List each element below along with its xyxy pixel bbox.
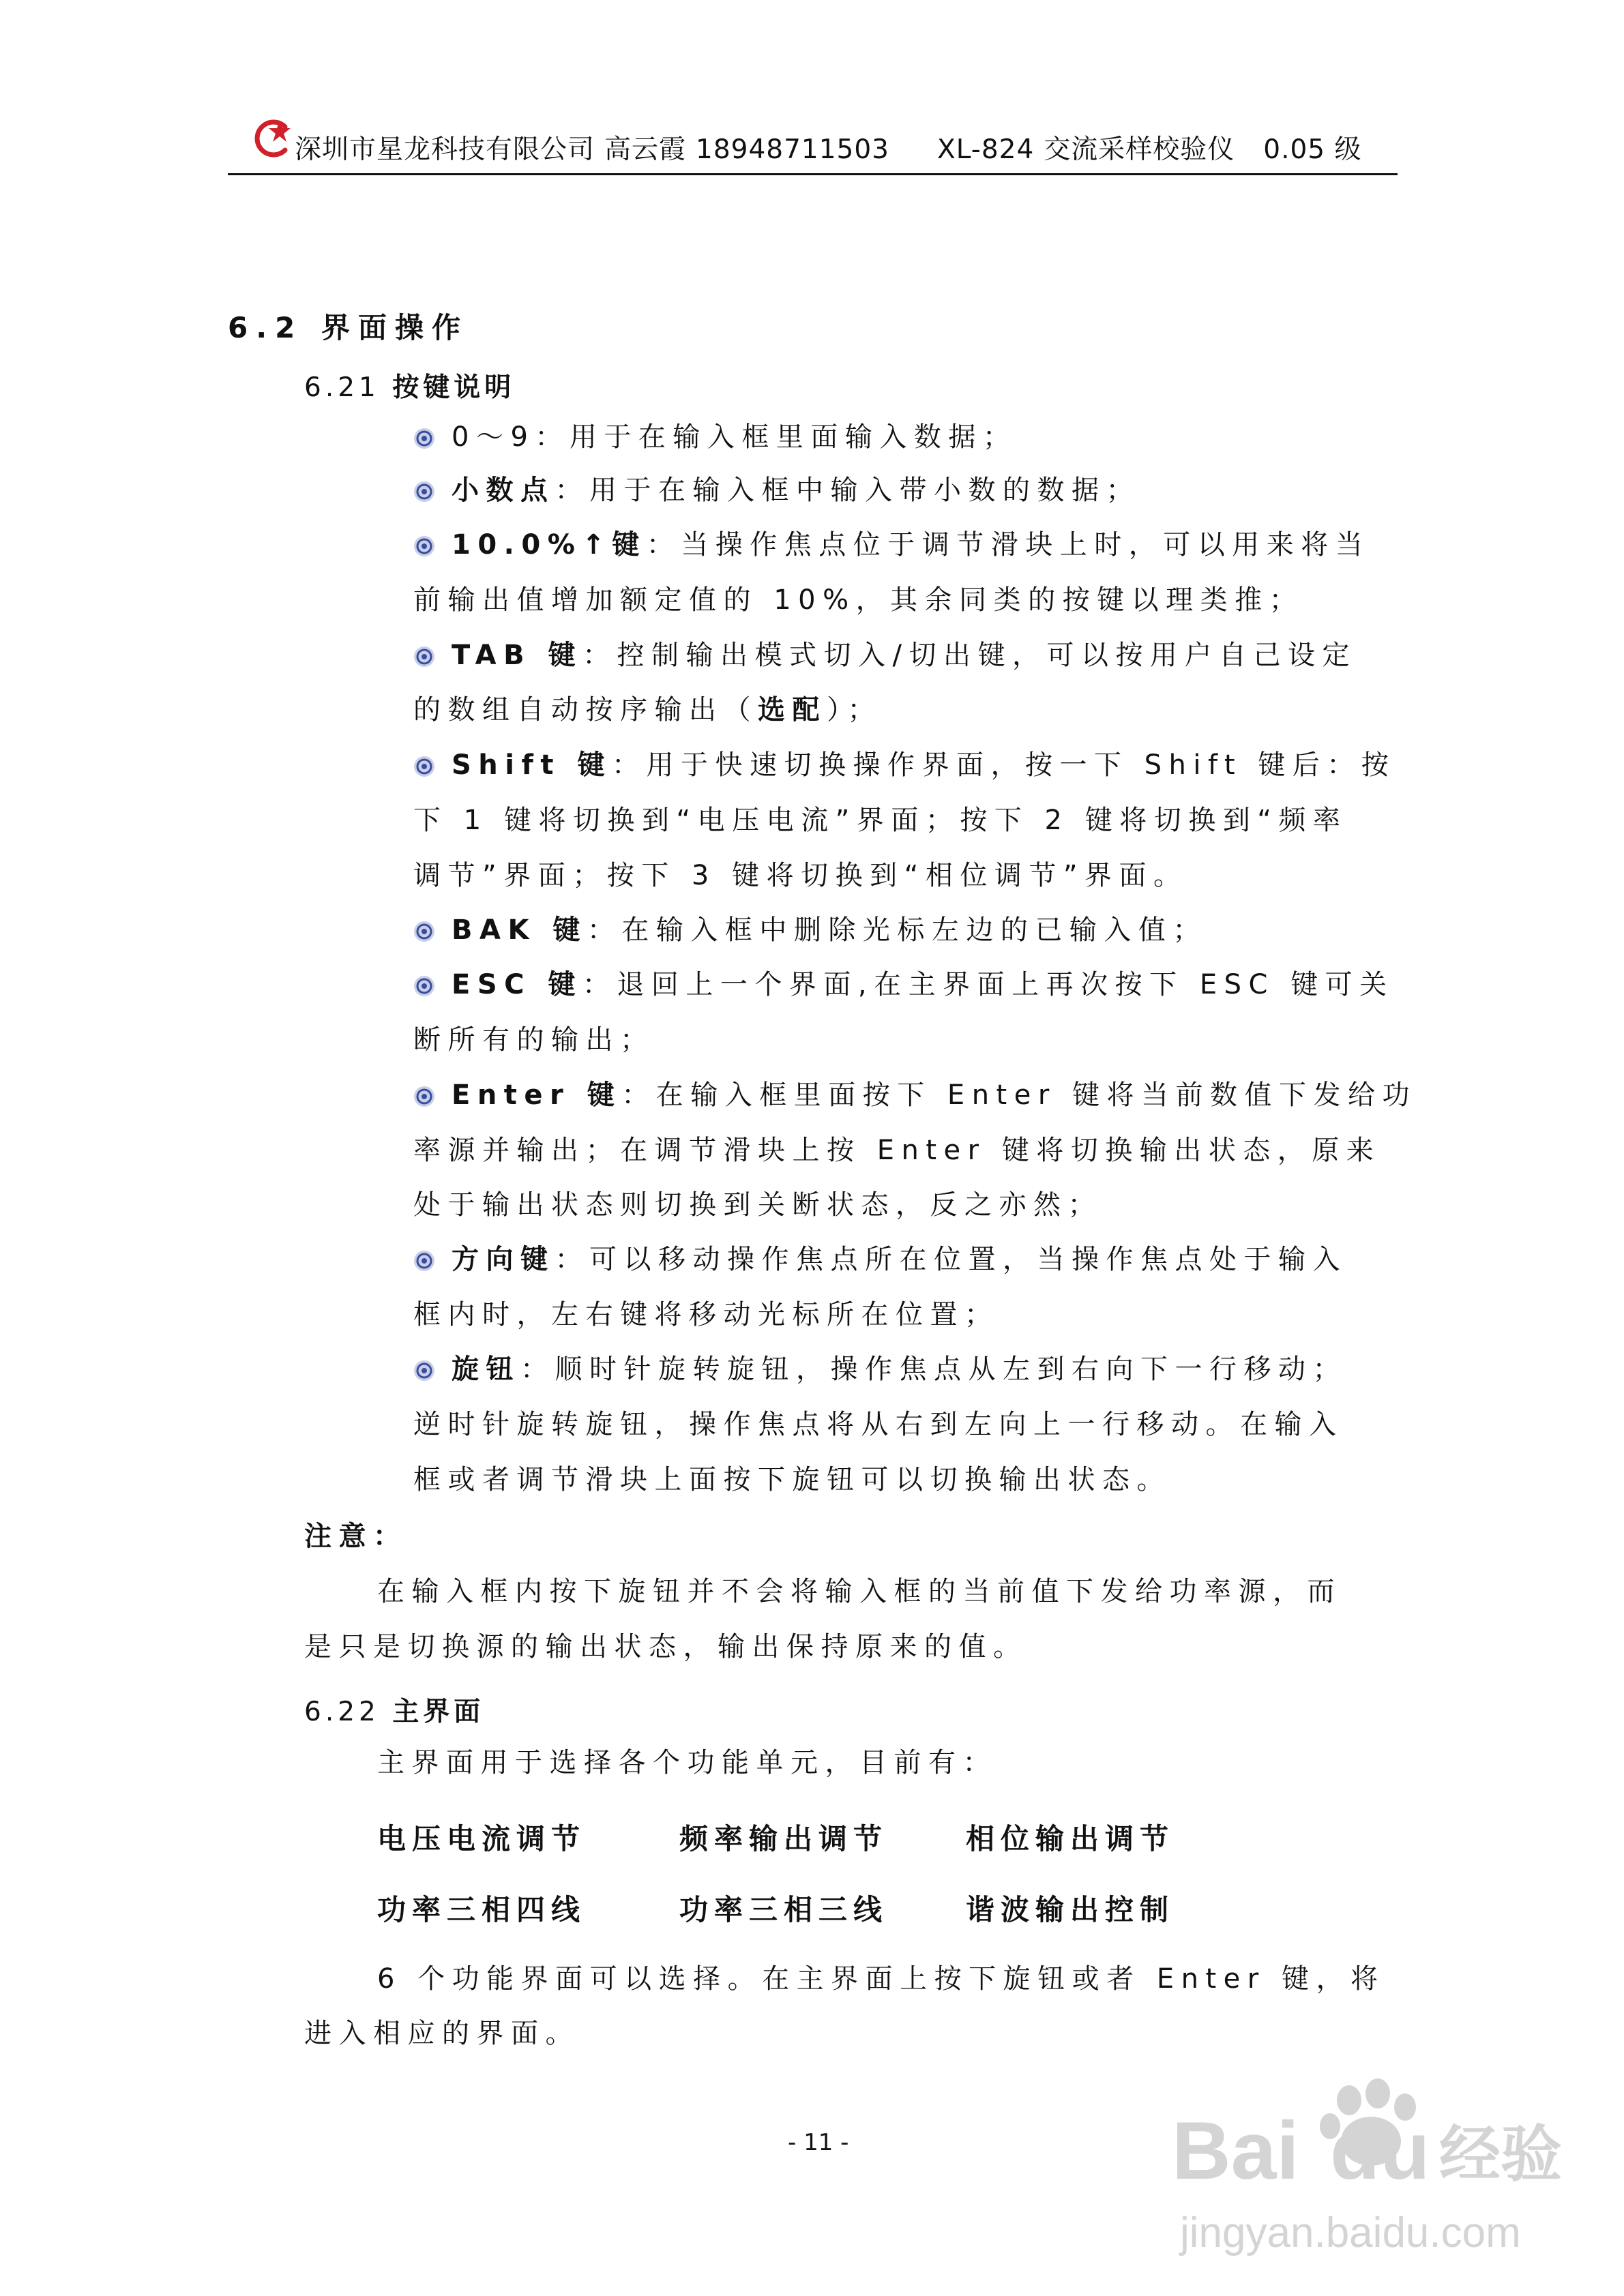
watermark-url: jingyan.baidu.com: [1180, 2209, 1521, 2256]
watermark-brand-cn: 经验: [1439, 2121, 1562, 2189]
swirl-bullet-icon: [413, 975, 435, 997]
list-item-continuation: 逆时针旋转旋钮，操作焦点将从右到左向上一行移动。在输入: [413, 1409, 1344, 1440]
key-description: ：退回上一个界面,在主界面上再次按下 ESC 键可关: [582, 969, 1394, 1000]
key-description: ：可以移动操作焦点所在位置，当操作焦点处于输入: [555, 1244, 1347, 1275]
optional-note: 选配: [758, 694, 827, 726]
function-unit: 相位输出调节: [966, 1822, 1175, 1855]
key-description: ：在输入框里面按下 Enter 键将当前数值下发给功: [621, 1079, 1417, 1111]
header-model: XL-824: [936, 134, 1035, 165]
list-item-continuation: 前输出值增加额定值的 10%，其余同类的按键以理类推；: [413, 584, 1304, 616]
list-item: [413, 738, 1396, 793]
subsection-label: 按键说明: [392, 372, 516, 403]
swirl-bullet-icon: [413, 1360, 435, 1382]
key-description: ：当操作焦点位于调节滑块上时，可以用来将当: [646, 529, 1370, 561]
swirl-bullet-icon: [413, 535, 435, 557]
header-grade: 0.05 级: [1263, 134, 1362, 165]
list-item-continuation: 的数组自动按序输出（选配）；: [413, 694, 882, 726]
key-description: ：顺时针旋转旋钮，操作焦点从左到右向下一行移动；: [520, 1354, 1347, 1385]
list-item: [413, 410, 1017, 465]
function-unit: 频率输出调节: [679, 1822, 889, 1855]
key-name: 小数点: [452, 475, 555, 506]
function-unit: 功率三相三线: [679, 1893, 889, 1926]
section-title: 6.2 界面操作: [228, 311, 469, 344]
key-name: 旋钮: [452, 1354, 520, 1385]
list-item: [413, 1232, 1347, 1287]
swirl-bullet-icon: [413, 756, 435, 777]
subsection-number: 6.22: [304, 1697, 380, 1727]
swirl-bullet-icon: [413, 921, 435, 942]
key-description: ：用于快速切换操作界面，按一下 Shift 键后：按: [611, 749, 1396, 781]
key-name: 方向键: [452, 1244, 555, 1275]
function-unit: 谐波输出控制: [966, 1893, 1175, 1926]
list-item: [413, 518, 1370, 573]
list-item: [413, 957, 1394, 1013]
company-logo-icon: [250, 115, 297, 162]
note-line: 是只是切换源的输出状态，输出保持原来的值。: [304, 1631, 1028, 1663]
key-name: Shift 键: [452, 749, 612, 781]
function-unit: 电压电流调节: [377, 1822, 587, 1855]
swirl-bullet-icon: [413, 481, 435, 503]
list-item-continuation: 下 1 键将切换到“电压电流”界面；按下 2 键将切换到“频率: [413, 805, 1348, 836]
swirl-bullet-icon: [413, 1086, 435, 1107]
header-company: 深圳市星龙科技有限公司: [295, 134, 595, 165]
swirl-bullet-icon: [413, 646, 435, 668]
subsection-number: 6.21: [304, 372, 380, 403]
subsection-title-6-21: [304, 366, 515, 404]
subsection-label: 主界面: [392, 1697, 485, 1727]
list-item: [413, 1342, 1347, 1397]
list-item-continuation: 框或者调节滑块上面按下旋钮可以切换输出状态。: [413, 1464, 1171, 1495]
header-phone: 18948711503: [696, 134, 889, 165]
list-item: [413, 1068, 1417, 1123]
list-item-continuation: 框内时，左右键将移动光标所在位置；: [413, 1299, 999, 1330]
watermark-brand-right: du: [1330, 2105, 1430, 2196]
main-interface-intro: 主界面用于选择各个功能单元，目前有：: [377, 1747, 997, 1778]
key-name: 0～9: [452, 421, 535, 453]
swirl-bullet-icon: [413, 428, 435, 449]
list-item-continuation: 调节”界面；按下 3 键将切换到“相位调节”界面。: [413, 860, 1188, 891]
key-name: TAB 键: [452, 640, 583, 671]
note-line: 在输入框内按下旋钮并不会将输入框的当前值下发给功率源，而: [377, 1576, 1342, 1607]
function-unit: 功率三相四线: [377, 1893, 587, 1926]
closing-line: 6 个功能界面可以选择。在主界面上按下旋钮或者 Enter 键，将: [377, 1963, 1385, 1995]
key-description: ：在输入框中删除光标左边的已输入值；: [587, 914, 1207, 946]
baidu-jingyan-watermark: [1166, 2073, 1562, 2278]
watermark-brand-left: Bai: [1172, 2105, 1299, 2196]
key-name: ESC 键: [452, 969, 582, 1000]
swirl-bullet-icon: [413, 1250, 435, 1272]
note-title: 注意：: [304, 1521, 408, 1552]
list-item-continuation: 处于输出状态则切换到关断状态，反之亦然；: [413, 1189, 1102, 1221]
running-header: [295, 128, 1372, 166]
list-item-continuation: 率源并输出；在调节滑块上按 Enter 键将切换输出状态，原来: [413, 1135, 1381, 1166]
list-item: [413, 903, 1207, 958]
header-divider: [228, 173, 1398, 175]
closing-line: 进入相应的界面。: [304, 2018, 580, 2049]
list-item: [413, 463, 1140, 518]
header-product: 交流采样校验仪: [1044, 134, 1235, 165]
key-name: Enter 键: [452, 1079, 622, 1111]
key-description: ：控制输出模式切入/切出键，可以按用户自己设定: [582, 640, 1357, 671]
list-item: [413, 628, 1357, 683]
key-name: 10.0%↑键: [452, 529, 647, 561]
header-contact: 高云霞: [604, 134, 687, 165]
key-description: ：用于在输入框中输入带小数的数据；: [555, 475, 1140, 506]
subsection-title-6-22: [304, 1690, 484, 1729]
key-name: BAK 键: [452, 914, 587, 946]
list-item-continuation: 断所有的输出；: [413, 1024, 655, 1056]
key-description: ：用于在输入框里面输入数据；: [535, 421, 1018, 453]
page-number: - 11 -: [788, 2129, 849, 2156]
